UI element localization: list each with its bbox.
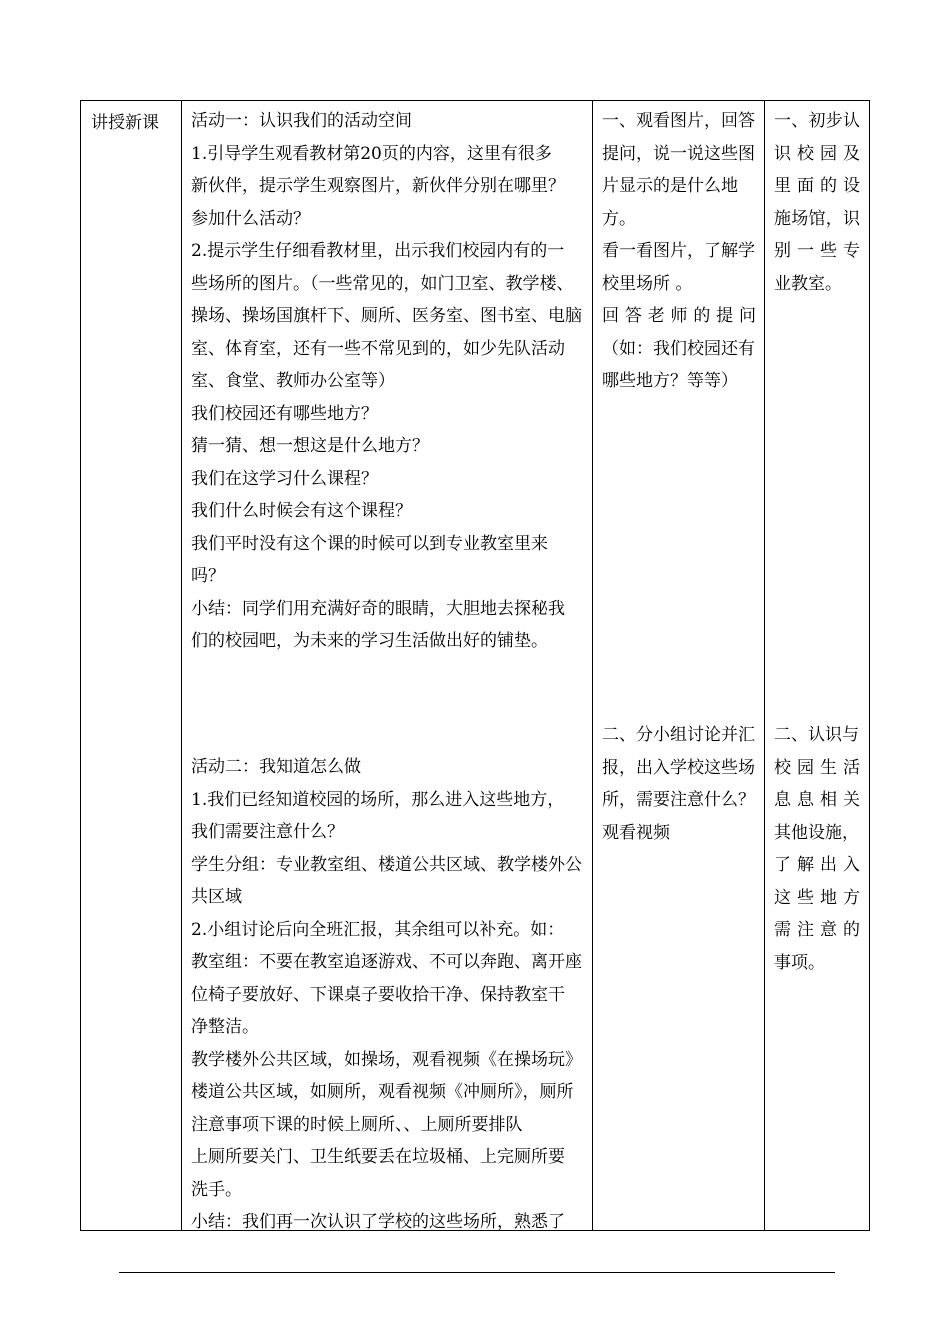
activity2-line: 小结：我们再一次认识了学校的这些场所，熟悉了 xyxy=(191,1212,565,1232)
activity1-student-line: 校里场所 。 xyxy=(602,273,693,294)
activity2-line: 楼道公共区域，如厕所，观看视频《冲厕所》，厕所 xyxy=(191,1082,574,1102)
activity1-student-line: 看一看图片，了解学 xyxy=(602,241,755,261)
activity1-line: 们的校园吧，为未来的学习生活做出好的铺垫。 xyxy=(191,631,548,651)
activity2-intent-line: 息息相关 xyxy=(774,790,860,810)
lesson-table xyxy=(80,100,870,1231)
activity1-title: 活动一：认识我们的活动空间 xyxy=(191,111,412,131)
activity1-line: 室、食堂、教师办公室等） xyxy=(191,371,395,391)
activity2-intent-line: 二、认识与 xyxy=(774,725,859,745)
activity2-student-cell xyxy=(602,719,756,849)
column-divider xyxy=(764,101,765,1230)
activity1-line: 我们在这学习什么课程？ xyxy=(191,468,378,489)
activity2-intent-line: 事项。 xyxy=(774,952,825,973)
activity1-line: 些场所的图片。（一些常见的，如门卫室、教学楼、 xyxy=(191,273,574,294)
activity2-line: 2.小组讨论后向全班汇报，其余组可以补充。如： xyxy=(191,919,565,940)
activity2-line: 教学楼外公共区域，如操场，观看视频《在操场玩》 xyxy=(191,1049,582,1070)
activity1-line: 新伙伴，提示学生观察图片，新伙伴分别在哪里？ xyxy=(191,176,565,196)
activity1-student-line: 哪些地方？等等） xyxy=(602,371,738,391)
section-label-cell xyxy=(91,107,159,140)
activity2-intent-line: 了解出入 xyxy=(774,855,860,875)
activity2-line: 净整洁。 xyxy=(191,1017,259,1037)
activity1-intent-line: 识校园及 xyxy=(774,143,860,164)
activity2-line: 上厕所要关门、卫生纸要丢在垃圾桶、上完厕所要 xyxy=(191,1147,565,1167)
activity2-line: 学生分组：专业教室组、楼道公共区域、教学楼外公 xyxy=(191,854,582,875)
activity1-line: 操场、操场国旗杆下、厕所、医务室、图书室、电脑 xyxy=(191,306,582,326)
activity2-intent-line: 其他设施， xyxy=(774,822,859,843)
activity2-intent-line: 需注意的 xyxy=(774,920,860,940)
column-divider xyxy=(592,101,593,1230)
activity1-intent-line: 里面的设 xyxy=(774,176,860,196)
activity1-line: 小结：同学们用充满好奇的眼睛，大胆地去探秘我 xyxy=(191,598,565,619)
activity1-student-line: （如：我们校园还有 xyxy=(602,338,755,359)
activity2-line: 教室组：不要在教室追逐游戏、不可以奔跑、离开座 xyxy=(191,952,582,972)
activity1-intent-line: 一、初步认 xyxy=(774,111,860,131)
activity2-line: 位椅子要放好、下课桌子要收拾干净、保持教室干 xyxy=(191,984,565,1005)
activity2-line: 注意事项下课的时候上厕所、、上厕所要排队 xyxy=(191,1114,523,1135)
activity1-intent-line: 别一些专 xyxy=(774,241,860,261)
activity2-student-line: 二、分小组讨论并汇 xyxy=(602,725,755,745)
activity1-student-line: 片显示的是什么地 xyxy=(602,176,738,196)
activity1-intent-cell xyxy=(774,105,860,300)
activity2-intent-line: 校园生活 xyxy=(774,757,860,778)
activity1-student-cell xyxy=(602,105,756,398)
activity1-intent-line: 施场馆，识 xyxy=(774,208,860,229)
activity2-intent-line: 这些地方 xyxy=(774,887,860,908)
activity1-line: 参加什么活动？ xyxy=(191,208,310,229)
activity2-line: 我们需要注意什么？ xyxy=(191,822,344,842)
activity1-student-line: 提问，说一说这些图 xyxy=(602,143,755,164)
activity1-teacher-cell xyxy=(191,105,587,658)
activity2-student-line: 观看视频 xyxy=(602,822,670,843)
column-divider xyxy=(181,101,182,1230)
activity1-intent-line: 业教室。 xyxy=(774,273,842,294)
activity1-line: 室、体育室，还有一些不常见到的，如少先队活动 xyxy=(191,338,565,359)
activity2-student-line: 所，需要注意什么？ xyxy=(602,790,755,810)
activity2-title: 活动二：我知道怎么做 xyxy=(191,757,361,777)
activity1-student-line: 一、观看图片，回答 xyxy=(602,111,755,131)
activity2-student-line: 报，出入学校这些场 xyxy=(602,757,755,778)
activity1-line: 1.引导学生观看教材第20页的内容，这里有很多 xyxy=(191,143,552,164)
activity2-line: 洗手。 xyxy=(191,1179,242,1200)
activity2-teacher-cell xyxy=(191,751,587,1239)
activity1-student-line: 方。 xyxy=(602,208,636,229)
activity2-line: 共区域 xyxy=(191,887,242,907)
section-label: 讲授新课 xyxy=(91,113,159,133)
activity1-line: 2.提示学生仔细看教材里，出示我们校园内有的一 xyxy=(191,241,565,261)
activity2-intent-cell xyxy=(774,719,860,979)
activity1-line: 我们什么时候会有这个课程？ xyxy=(191,501,412,521)
activity1-line: 我们校园还有哪些地方？ xyxy=(191,403,378,424)
footer-divider xyxy=(119,1272,835,1273)
activity1-line: 吗？ xyxy=(191,566,225,586)
activity1-line: 我们平时没有这个课的时候可以到专业教室里来 xyxy=(191,533,548,554)
activity2-line: 1.我们已经知道校园的场所，那么进入这些地方， xyxy=(191,789,565,810)
activity1-line: 猜一猜、想一想这是什么地方？ xyxy=(191,436,429,456)
activity1-student-line: 回答老师的提问 xyxy=(602,306,756,326)
